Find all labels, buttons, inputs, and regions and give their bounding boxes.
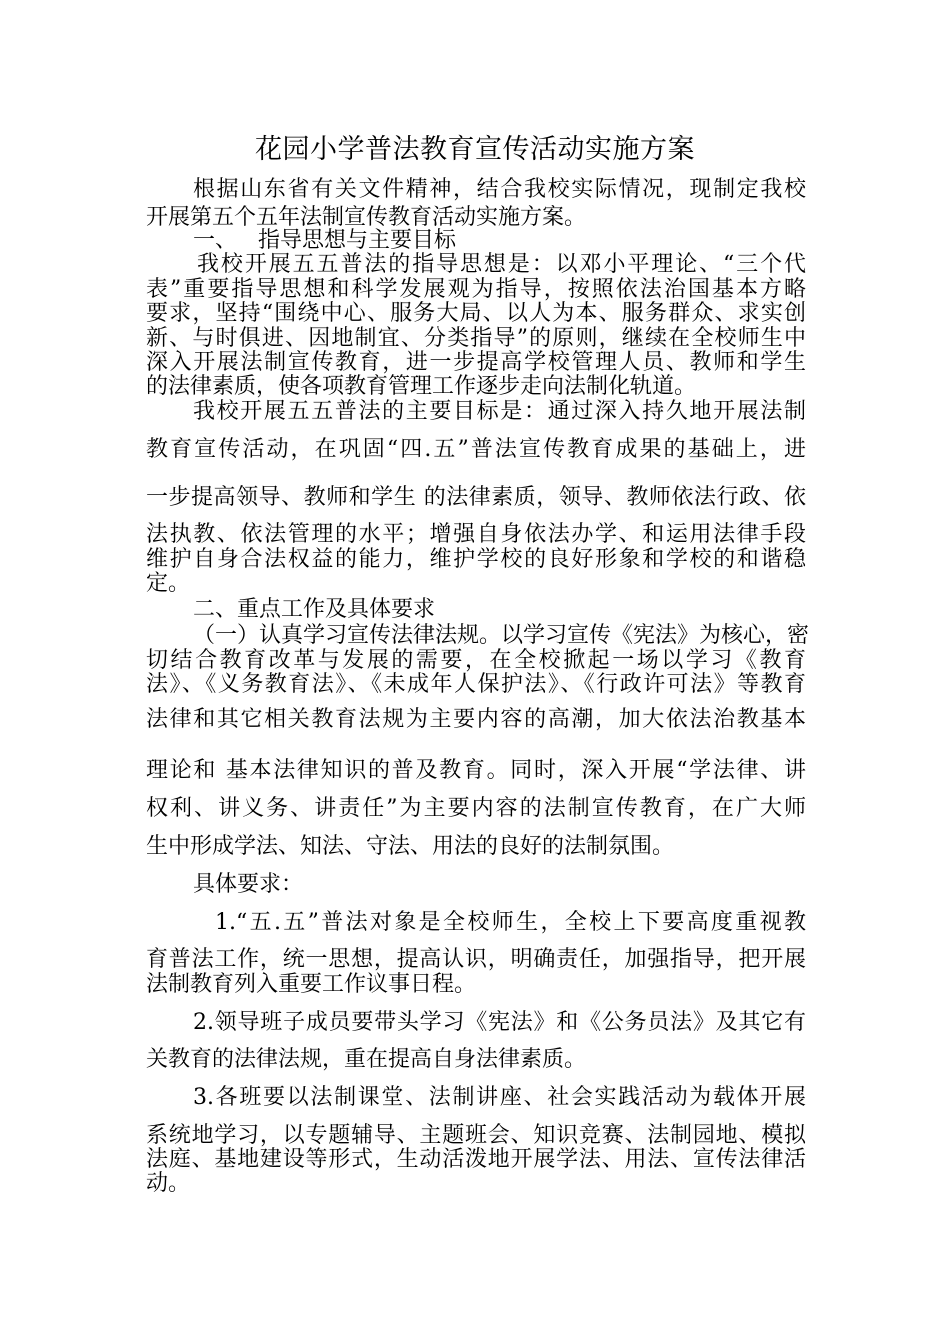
paragraph-line: 法制教育列入重要工作议事日程。 xyxy=(146,972,477,997)
paragraph-line: 表”重要指导思想和科学发展观为指导，按照依法治国基本方略 xyxy=(146,277,806,302)
paragraph-line: 育普法工作，统一思想，提高认识，明确责任，加强指导，把开展 xyxy=(146,947,806,972)
paragraph-line: 新、与时俱进、因地制宜、分类指导”的原则，继续在全校师生中 xyxy=(146,326,806,351)
paragraph-line: 深入开展法制宣传教育，进一步提高学校管理人员、教师和学生 xyxy=(146,350,806,375)
paragraph-line: 生中形成学法、知法、守法、用法的良好的法制氛围。 xyxy=(146,834,675,859)
paragraph-line: 开展第五个五年法制宣传教育活动实施方案。 xyxy=(146,205,587,230)
paragraph-line: 定。 xyxy=(146,571,191,596)
paragraph-line: 教育宣传活动，在巩固“四.五”普法宣传教育成果的基础上，进 xyxy=(146,437,806,462)
paragraph-line: 维护自身合法权益的能力，维护学校的良好形象和学校的和谐稳 xyxy=(146,547,806,572)
paragraph-line: 系统地学习，以专题辅导、主题班会、知识竞赛、法制园地、模拟 xyxy=(146,1123,806,1148)
section-heading: 一、 指导思想与主要目标 xyxy=(193,228,456,253)
section-heading: 二、重点工作及具体要求 xyxy=(193,597,436,622)
document-title: 花园小学普法教育宣传活动实施方案 xyxy=(255,134,695,165)
paragraph-line: （一）认真学习宣传法律法规。以学习宣传《宪法》为核心，密 xyxy=(193,623,810,648)
paragraph-line: 我校开展五五普法的主要目标是：通过深入持久地开展法制 xyxy=(193,399,806,424)
paragraph-line: 3.各班要以法制课堂、法制讲座、社会实践活动为载体开展 xyxy=(193,1085,806,1110)
paragraph-line: 切结合教育改革与发展的需要，在全校掀起一场以学习《教育 xyxy=(146,648,806,673)
paragraph-line: 法》、《义务教育法》、《未成年人保护法》、《行政许可法》等教育 xyxy=(146,672,806,697)
paragraph-line: 1.“五.五”普法对象是全校师生，全校上下要高度重视教 xyxy=(215,910,806,935)
paragraph-line: 理论和 基本法律知识的普及教育。同时，深入开展“学法律、讲 xyxy=(146,758,806,783)
paragraph-line: 权利、讲义务、讲责任”为主要内容的法制宣传教育，在广大师 xyxy=(146,796,806,821)
paragraph-line: 要求，坚持“围绕中心、服务大局、以人为本、服务群众、求实创 xyxy=(146,301,806,326)
paragraph-line: 动。 xyxy=(146,1171,191,1196)
paragraph-line: 法执教、依法管理的水平；增强自身依法办学、和运用法律手段 xyxy=(146,522,806,547)
paragraph-line: 一步提高领导、教师和学生 的法律素质，领导、教师依法行政、依 xyxy=(146,485,806,510)
paragraph-line: 根据山东省有关文件精神，结合我校实际情况，现制定我校 xyxy=(193,177,806,202)
paragraph-line: 法庭、基地建设等形式，生动活泼地开展学法、用法、宣传法律活 xyxy=(146,1147,806,1172)
paragraph-line: 的法律素质，使各项教育管理工作逐步走向法制化轨道。 xyxy=(146,374,697,399)
paragraph-line: 2.领导班子成员要带头学习《宪法》和《公务员法》及其它有 xyxy=(193,1010,806,1035)
paragraph-line: 我校开展五五普法的指导思想是：以邓小平理论、“三个代 xyxy=(197,252,806,277)
section-heading: 具体要求： xyxy=(193,872,304,897)
paragraph-line: 法律和其它相关教育法规为主要内容的高潮，加大依法治教基本 xyxy=(146,707,806,732)
paragraph-line: 关教育的法律法规，重在提高自身法律素质。 xyxy=(146,1047,587,1072)
